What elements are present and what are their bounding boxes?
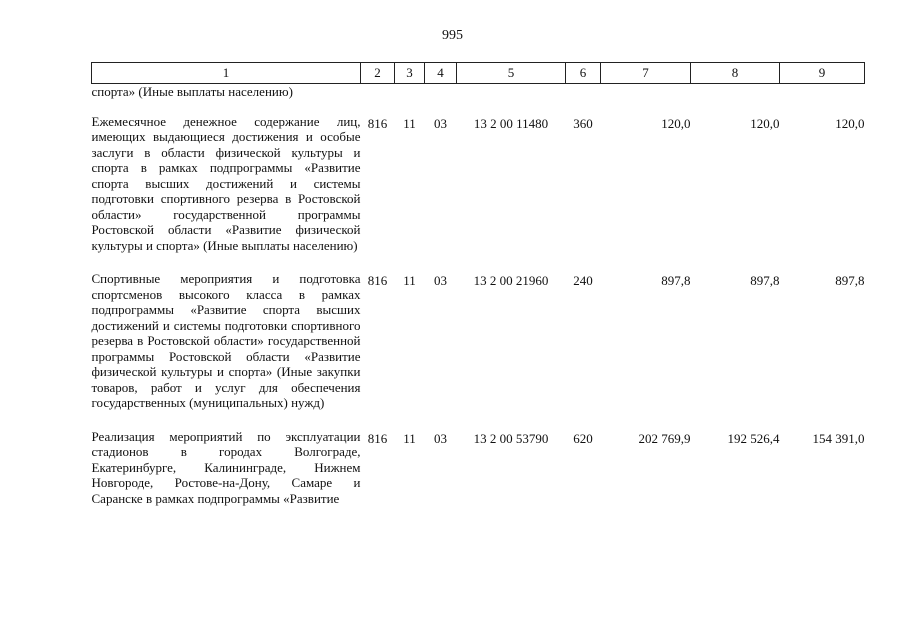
subsection-code: 03 (434, 115, 447, 131)
header-row (92, 63, 865, 84)
expense-type-code: 240 (573, 273, 593, 288)
continuation-row (92, 84, 865, 108)
row-description: Спортивные мероприятия и подготовка спортсменов высокого класса в рамках подпрограммы «Развитие спорта высших достижений и системы подготовки спортивного резерва в Ростовской области» государственной программы Ростовской области «Развитие физической культуры и спорта» (Иные закупки товаров, работ и услуг для обеспечения государственных (муниципальных) нужд) (91, 271, 361, 410)
ministry-code: 816 (367, 273, 388, 288)
column-header: 1 (92, 63, 361, 84)
amount-col9: 120,0 (835, 115, 865, 131)
subsection-code: 03 (434, 273, 447, 288)
target-article-code: 13 2 00 21960 (473, 273, 549, 288)
subsection-code: 03 (434, 430, 447, 446)
amount-col7: 897,8 (661, 273, 691, 288)
amount-col7: 120,0 (661, 115, 691, 131)
column-header: 7 (601, 63, 691, 84)
expense-type-code: 360 (573, 115, 593, 131)
row-description: Реализация мероприятий по эксплуатации стадионов в городах Волгограде, Екатеринбурге, Калининграде, Нижнем Новгороде, Ростове-на-Дону, Самаре и Саранске в рамках подпрограммы «Развитие (91, 428, 361, 506)
expense-type-code: 620 (573, 430, 593, 446)
amount-col9: 897,8 (835, 273, 865, 288)
amount-col9: 154 391,0 (812, 430, 865, 446)
column-header: 5 (457, 63, 566, 84)
section-code: 11 (403, 273, 416, 288)
budget-table (91, 62, 865, 506)
page-number: 995 (442, 28, 463, 43)
column-header: 8 (691, 63, 780, 84)
column-header: 3 (395, 63, 425, 84)
column-header: 6 (566, 63, 601, 84)
amount-col8: 897,8 (750, 273, 780, 288)
section-code: 11 (403, 430, 416, 446)
continuation-text: спорта» (Иные выплаты населению) (91, 84, 293, 99)
target-article-code: 13 2 00 53790 (473, 430, 549, 446)
amount-col8: 120,0 (750, 115, 780, 131)
ministry-code: 816 (367, 430, 388, 446)
amount-col8: 192 526,4 (727, 430, 780, 446)
section-code: 11 (403, 115, 416, 131)
ministry-code: 816 (367, 115, 388, 131)
table-row (92, 108, 865, 266)
amount-col7: 202 769,9 (638, 430, 691, 446)
column-header: 4 (425, 63, 457, 84)
table-row (92, 423, 865, 507)
row-description: Ежемесячное денежное содержание лиц, имеющих выдающиеся достижения и особые заслуги в области физической культуры и спорта в рамках подпрограммы «Развитие спорта высших достижений и системы подготовки спортивного резерва в Ростовской области» государственной программы Ростовской области «Развитие физической культуры и спорта» (Иные выплаты населению) (91, 113, 361, 253)
table-row (92, 265, 865, 423)
column-header: 2 (361, 63, 395, 84)
target-article-code: 13 2 00 11480 (473, 115, 549, 131)
column-header: 9 (780, 63, 865, 84)
